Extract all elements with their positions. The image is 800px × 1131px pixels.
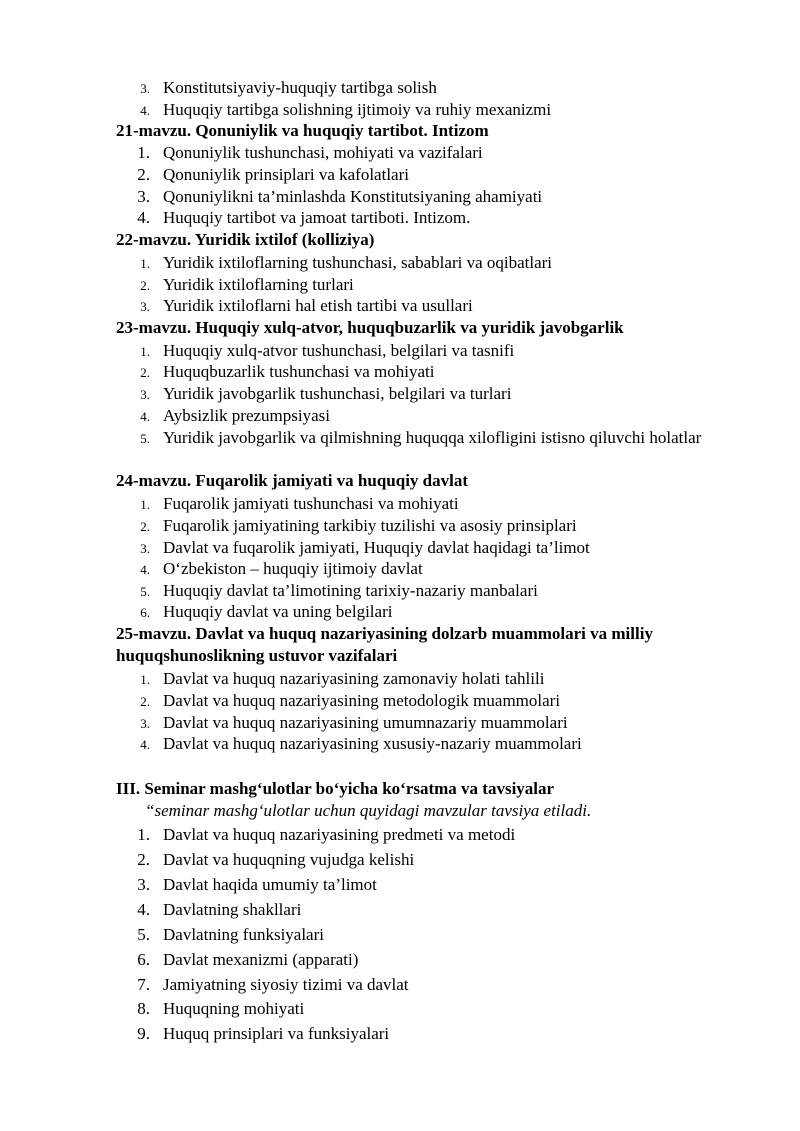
list-text: Davlat va huquq nazariyasining zamonaviy holati tahlili [163,669,545,688]
section-intro: “seminar mashg‘ulotlar uchun quyidagi mavzular tavsiya etiladi. [145,801,592,820]
list-number: 2. [137,165,150,184]
list-text: Huquqbuzarlik tushunchasi va mohiyati [163,362,435,381]
list-text: Huquqiy xulq-atvor tushunchasi, belgilari va tasnifi [163,341,515,360]
list-number: 3. [140,81,150,96]
list-text: Huquqiy davlat va uning belgilari [163,602,393,621]
list-text: Qonuniylik tushunchasi, mohiyati va vazifalari [163,143,483,162]
list-text: Qonuniylikni ta’minlashda Konstitutsiyaning ahamiyati [163,187,543,206]
topic-heading: 23-mavzu. Huquqiy xulq-atvor, huquqbuzarlik va yuridik javobgarlik [116,318,624,337]
list-number: 4. [140,103,150,118]
list-number: 2. [140,694,150,709]
list-text: Huquqning mohiyati [163,999,305,1018]
list-number: 2. [140,365,150,380]
list-text: Huquqiy tartibga solishning ijtimoiy va ruhiy mexanizmi [163,100,552,119]
list-number: 8. [137,999,150,1018]
list-number: 4. [140,562,150,577]
list-text: Davlat va huquq nazariyasining umumnazariy muammolari [163,713,568,732]
list-text: Konstitutsiyaviy-huquqiy tartibga solish [163,78,437,97]
list-number: 3. [137,187,150,206]
topic-heading: 25-mavzu. Davlat va huquq nazariyasining dolzarb muammolari va milliy huquqshunoslikning ustuvor vazifalari [116,624,653,665]
list-number: 1. [137,143,150,162]
list-number: 1. [140,672,150,687]
list-text: Yuridik ixtiloflarning turlari [163,275,354,294]
list-number: 1. [140,497,150,512]
topic-heading: 21-mavzu. Qonuniylik va huquqiy tartibot. Intizom [116,121,489,140]
list-text: Davlatning shakllari [163,900,302,919]
list-number: 4. [140,737,150,752]
list-text: Davlat haqida umumiy ta’limot [163,875,377,894]
list-text: Davlat va huquq nazariyasining metodologik muammolari [163,691,561,710]
list-text: Huquqiy tartibot va jamoat tartiboti. Intizom. [163,208,471,227]
list-number: 1. [140,344,150,359]
topic-heading: 24-mavzu. Fuqarolik jamiyati va huquqiy davlat [116,471,469,490]
list-text: Davlatning funksiyalari [163,925,324,944]
list-number: 1. [140,256,150,271]
list-text: Davlat va fuqarolik jamiyati, Huquqiy davlat haqidagi ta’limot [163,538,590,557]
list-number: 7. [137,975,150,994]
list-text: Davlat mexanizmi (apparati) [163,950,359,969]
list-text: Huquqiy davlat ta’limotining tarixiy-nazariy manbalari [163,581,538,600]
list-text: Davlat va huquq nazariyasining xususiy-nazariy muammolari [163,734,582,753]
list-number: 4. [137,900,150,919]
list-number: 3. [140,716,150,731]
list-number: 5. [140,584,150,599]
list-text: Qonuniylik prinsiplari va kafolatlari [163,165,409,184]
list-number: 1. [137,825,150,844]
list-number: 6. [137,950,150,969]
list-number: 3. [140,387,150,402]
list-text: Huquq prinsiplari va funksiyalari [163,1024,390,1043]
list-text: Yuridik javobgarlik tushunchasi, belgilari va turlari [163,384,512,403]
list-text: Aybsizlik prezumpsiyasi [163,406,330,425]
list-number: 5. [137,925,150,944]
list-number: 4. [140,409,150,424]
list-text: Yuridik javobgarlik va qilmishning huquqqa xilofligini istisno qiluvchi holatlar [163,428,702,447]
list-number: 2. [137,850,150,869]
list-text: Fuqarolik jamiyatining tarkibiy tuzilishi va asosiy prinsiplari [163,516,577,535]
list-text: Davlat va huquq nazariyasining predmeti va metodi [163,825,516,844]
topic-heading: 22-mavzu. Yuridik ixtilof (kolliziya) [116,230,375,249]
list-text: Fuqarolik jamiyati tushunchasi va mohiyati [163,494,459,513]
list-text: O‘zbekiston – huquqiy ijtimoiy davlat [163,559,423,578]
list-number: 2. [140,519,150,534]
list-number: 9. [137,1024,150,1043]
section-heading: III. Seminar mashg‘ulotlar bo‘yicha ko‘rsatma va tavsiyalar [116,779,555,798]
list-text: Yuridik ixtiloflarning tushunchasi, sabablari va oqibatlari [163,253,553,272]
list-number: 4. [137,208,150,227]
list-number: 5. [140,431,150,446]
list-text: Davlat va huquqning vujudga kelishi [163,850,415,869]
list-number: 6. [140,605,150,620]
list-number: 3. [137,875,150,894]
list-number: 3. [140,541,150,556]
list-text: Yuridik ixtiloflarni hal etish tartibi va usullari [163,296,473,315]
list-number: 3. [140,299,150,314]
list-number: 2. [140,278,150,293]
list-text: Jamiyatning siyosiy tizimi va davlat [163,975,409,994]
